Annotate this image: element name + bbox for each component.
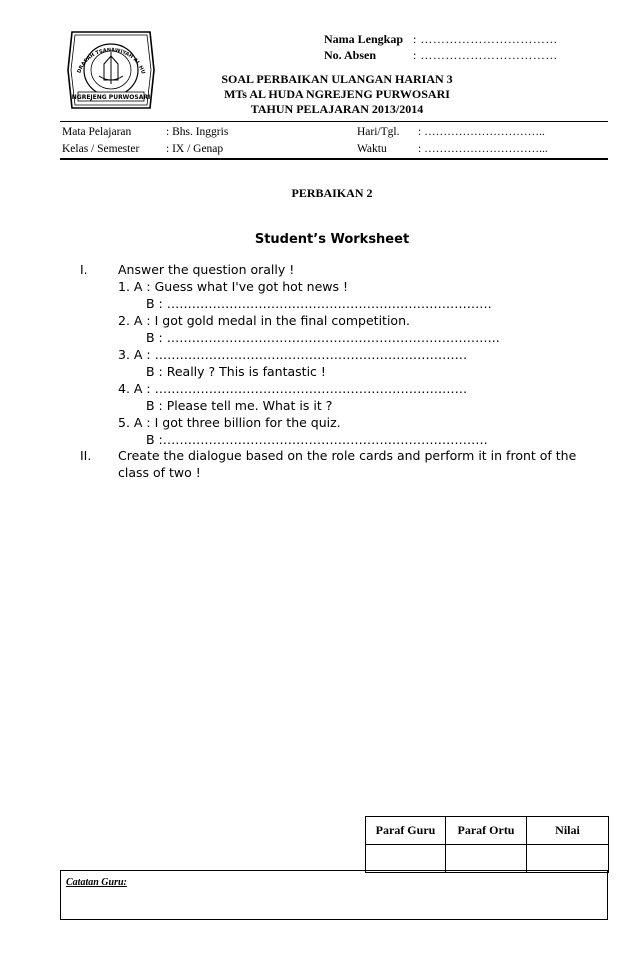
teacher-notes-label: Catatan Guru: [66, 877, 127, 888]
subject-label: Mata Pelajaran [62, 126, 132, 138]
absen-label: No. Absen [324, 48, 377, 62]
item-1-a: 1. A : Guess what I've got hot news ! [118, 279, 349, 294]
item-2-b: B : …………………………………………………………………….. [146, 330, 500, 345]
item-5-a: 5. A : I got three billion for the quiz. [118, 415, 341, 430]
subject-value: : Bhs. Inggris [166, 126, 229, 138]
item-3-a: 3. A : ………………………………………………………………… [118, 347, 468, 362]
time-label: Waktu [357, 143, 387, 155]
title-line-1: SOAL PERBAIKAN ULANGAN HARIAN 3 [221, 72, 453, 86]
time-field[interactable]: : …………………………... [418, 143, 548, 155]
absen-field[interactable]: : …………………………… [413, 48, 558, 62]
item-1-b: B : …………………………………………………………………… [146, 296, 492, 311]
header-divider [60, 121, 608, 122]
question-1-number: I. [80, 262, 88, 277]
day-label: Hari/Tgl. [357, 126, 400, 138]
teacher-signature-header: Paraf Guru [366, 817, 446, 845]
parent-signature-header: Paraf Ortu [446, 817, 527, 845]
grade-cell[interactable] [527, 845, 609, 873]
logo-bottom-text: NGREJENG PURWOSARI [71, 94, 151, 101]
question-2-line-1: Create the dialogue based on the role cards and perform it in front of the [118, 448, 577, 463]
score-table [365, 816, 609, 873]
svg-text:MADRASAH TSANAWIYAH AL HUDA: DRASAH TSANAWIYAH AL HU [76, 47, 146, 75]
class-label: Kelas / Semester [62, 143, 140, 155]
parent-signature-cell[interactable] [446, 845, 527, 873]
name-label: Nama Lengkap [324, 32, 404, 46]
name-field[interactable]: : …………………………… [413, 32, 558, 46]
class-value: : IX / Genap [166, 143, 224, 155]
info-divider [60, 158, 608, 160]
item-2-a: 2. A : I got gold medal in the final competition. [118, 313, 410, 328]
item-4-b: B : Please tell me. What is it ? [146, 398, 333, 413]
item-5-b: B :…………………………………………………………………… [146, 432, 488, 447]
question-2-line-2: class of two ! [118, 465, 201, 480]
worksheet-heading: Student’s Worksheet [254, 232, 410, 247]
question-1-text: Answer the question orally ! [118, 262, 295, 277]
teacher-notes-box[interactable] [60, 870, 608, 920]
grade-header: Nilai [527, 817, 609, 845]
day-field[interactable]: : ………………………….. [418, 126, 545, 138]
section-title: PERBAIKAN 2 [291, 186, 373, 200]
question-2-number: II. [80, 448, 92, 463]
title-line-3: TAHUN PELAJARAN 2013/2014 [250, 102, 424, 116]
item-3-b: B : Really ? This is fantastic ! [146, 364, 326, 379]
item-4-a: 4. A : ………………………………………………………………… [118, 381, 468, 396]
teacher-signature-cell[interactable] [366, 845, 446, 873]
title-line-2: MTs AL HUDA NGREJENG PURWOSARI [224, 87, 450, 101]
